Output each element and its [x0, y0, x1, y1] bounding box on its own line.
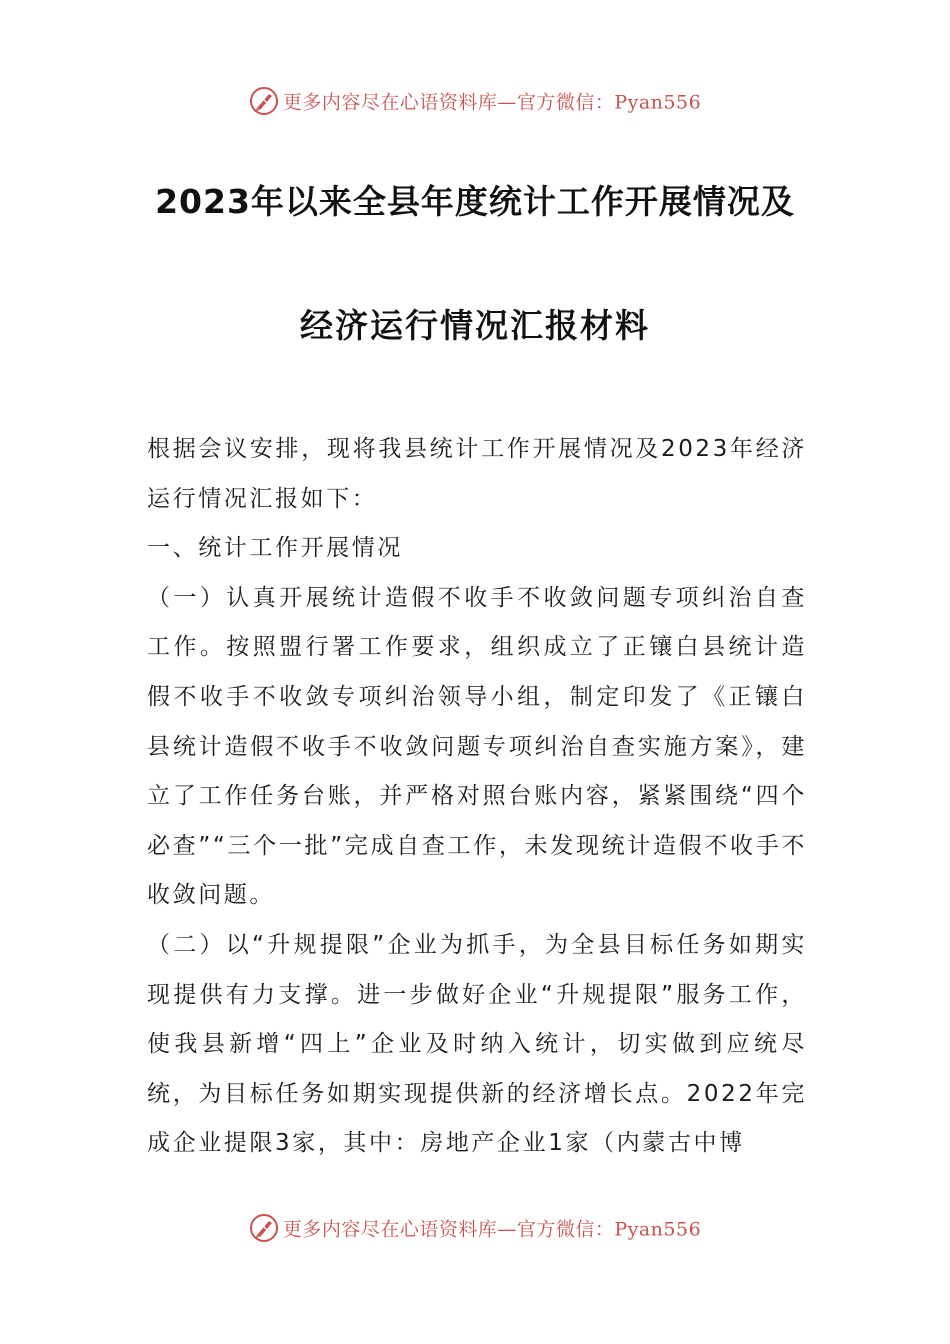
- section-heading-1: 一、统计工作开展情况: [147, 535, 403, 562]
- watermark-footer: [0, 1213, 950, 1243]
- paragraph-subsection-2: （二）以“升规提限”企业为抓手，为全县目标任务如期实现提供有力支撑。进一步做好企业“升规提限”服务工作，使我县新增“四上”企业及时纳入统计，切实做到应统尽统，为目标任务如期实现提供新的经济增长点。2022年完成企业提限3家，其中：房地产企业1家（内蒙古中博: [147, 931, 807, 1157]
- watermark-text: 更多内容尽在心语资料库—官方微信：Pyan556: [282, 1218, 702, 1241]
- quill-pen-logo-icon: [249, 1213, 279, 1243]
- document-body: [147, 425, 807, 1169]
- paragraph-intro: 根据会议安排，现将我县统计工作开展情况及2023年经济运行情况汇报如下：: [147, 436, 807, 512]
- paragraph-subsection-1: （一）认真开展统计造假不收手不收敛问题专项纠治自查工作。按照盟行署工作要求，组织成立了正镶白县统计造假不收手不收敛专项纠治领导小组，制定印发了《正镶白县统计造假不收手不收敛问题专项纠治自查实施方案》，建立了工作任务台账，并严格对照台账内容，紧紧围绕“四个必查”“三个一批”完成自查工作，未发现统计造假不收手不收敛问题。: [147, 584, 807, 909]
- document-title-line-1: 2023年以来全县年度统计工作开展情况及: [155, 182, 795, 221]
- document-title-line-2: 经济运行情况汇报材料: [300, 306, 650, 345]
- watermark-header: [0, 86, 950, 116]
- quill-pen-logo-icon: [249, 86, 279, 116]
- watermark-text: 更多内容尽在心语资料库—官方微信：Pyan556: [282, 91, 702, 114]
